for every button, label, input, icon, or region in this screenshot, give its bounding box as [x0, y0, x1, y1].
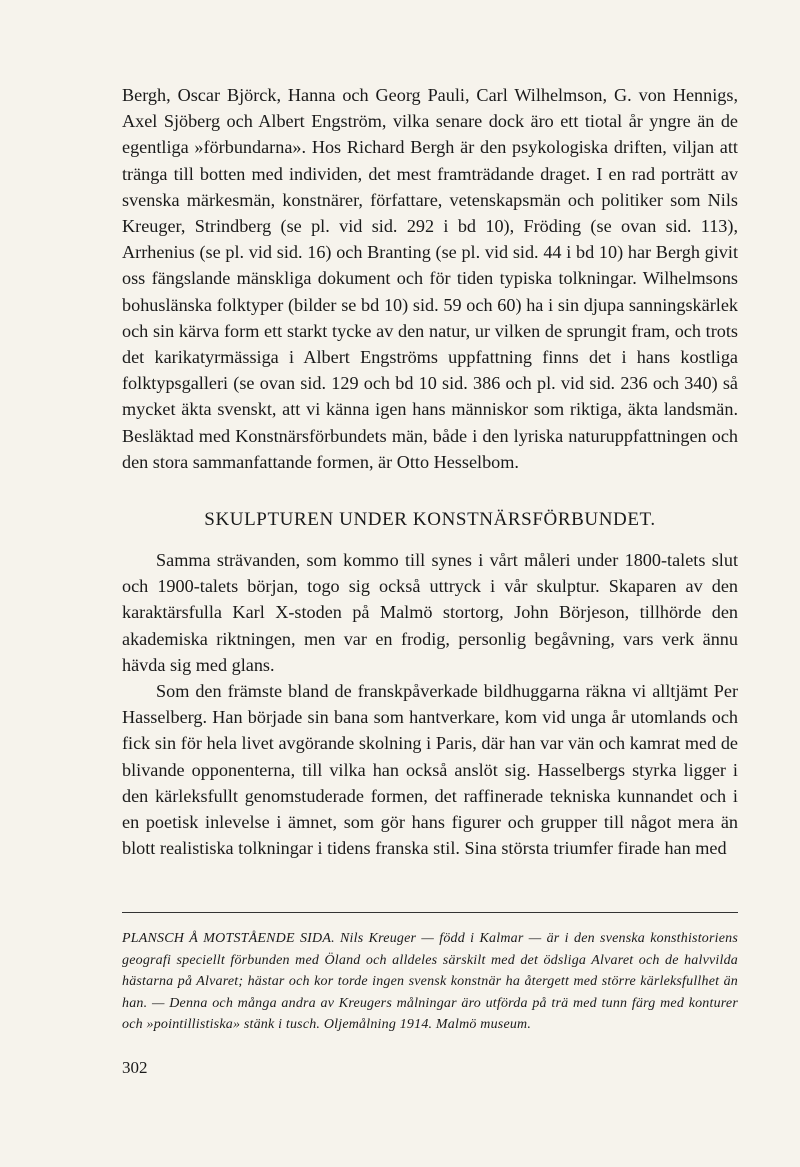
plate-caption: PLANSCH Å MOTSTÅENDE SIDA. Nils Kreuger — född i Kalmar — är i den svenska konsthistoriens geografi speciellt förbunden med Öland och alldeles särskilt med det ödsliga Alvaret och de halvvilda hästarna på Alvaret; hästar och kor torde ingen svensk konstnär ha återgett med större kärleksfullhet än han. — Denna och många andra av Kreugers målningar äro utförda på trä med tunn färg med konturer och »pointillistiska» stänk i tusch. Oljemålning 1914. Malmö museum.: [122, 931, 738, 1032]
section-paragraph-2: Som den främste bland de franskpåverkade bildhuggarna räkna vi alltjämt Per Hasselberg. Han började sin bana som hantverkare, kom vid unga år utomlands och fick sin för hela livet avgörande skolning i Paris, där han var vän och kamrat med de blivande opponenterna, till vilka han också anslöt sig. Hasselbergs styrka ligger i den kärleksfullt genomstuderade formen, det raffinerade tekniska kunnandet och i en poetisk inlevelse i ämnet, som gör hans figurer och grupper till något mera än blott realistiska tolkningar i tidens franska stil. Sina största triumfer firade han med: [122, 681, 738, 859]
page-number: 302: [122, 1058, 148, 1077]
caption-divider: [122, 912, 738, 913]
section-paragraph-1: Samma strävanden, som kommo till synes i vårt måleri under 1800-talets slut och 1900-talets början, togo sig också uttryck i vår skulptur. Skaparen av den karaktärsfulla Karl X-stoden på Malmö stortorg, John Börjeson, tillhörde den akademiska riktningen, men var en frodig, personlig begåvning, vars verk ännu hävda sig med glans.: [122, 550, 738, 675]
body-paragraph-top: Bergh, Oscar Björck, Hanna och Georg Pauli, Carl Wilhelmson, G. von Hennigs, Axel Sjöberg och Albert Engström, vilka senare dock äro ett tiotal år yngre än de egentliga »förbundarna». Hos Richard Bergh är den psykologiska driften, viljan att tränga till botten med individen, det mest framträdande draget. I en rad porträtt av svenska märkesmän, konstnärer, författare, vetenskapsmän och politiker som Nils Kreuger, Strindberg (se pl. vid sid. 292 i bd 10), Fröding (se ovan sid. 113), Arrhenius (se pl. vid sid. 16) och Branting (se pl. vid sid. 44 i bd 10) har Bergh givit oss fängslande mänskliga dokument och för tiden typiska tolkningar. Wilhelmsons bohuslänska folktyper (bilder se bd 10) sid. 59 och 60) ha i sin djupa sanningskärlek och sin kärva form ett starkt tycke av den natur, ur vilken de sprungit fram, och trots det karikatyrmässiga i Albert Engströms uppfattning finns det i hans kostliga folktypsgalleri (se ovan sid. 129 och bd 10 sid. 386 och pl. vid sid. 236 och 340) så mycket äkta svenskt, att vi känna igen hans människor som riktiga, äkta landsmän. Besläktad med Konstnärsförbundets män, både i den lyriska naturuppfattningen och den stora sammanfattande formen, är Otto Hesselbom.: [122, 85, 738, 472]
section-heading: SKULPTUREN UNDER KONSTNÄRSFÖRBUNDET.: [204, 509, 656, 531]
main-text-column: [122, 82, 738, 861]
